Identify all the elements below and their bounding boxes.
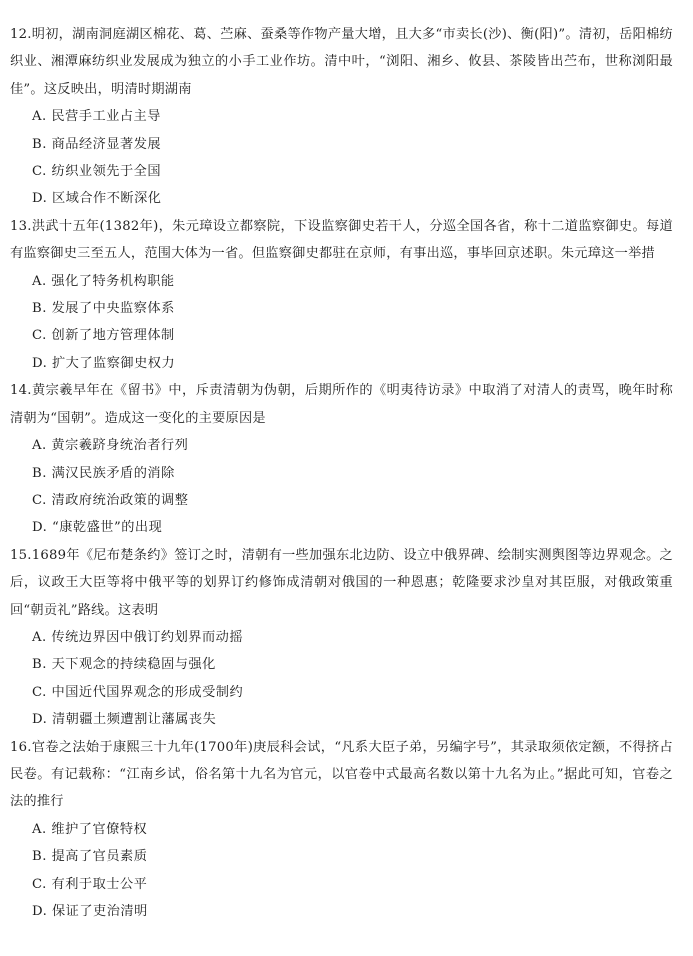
answer-options (10, 432, 673, 542)
question-stem (10, 377, 673, 432)
option-c[interactable]: C. 中国近代国界观念的形成受制约 (32, 684, 244, 700)
question-stem (10, 734, 673, 816)
option-b[interactable]: B. 天下观念的持续稳固与强化 (32, 657, 216, 673)
option-d[interactable]: D. 清朝疆土频遭割让藩属丧失 (32, 712, 217, 728)
option-c[interactable]: C. 有利于取士公平 (32, 876, 148, 892)
question-text: 洪武十五年(1382年)，朱元璋设立都察院，下设监察御史若干人，分巡全国各省，称十二道监察御史。每道有监察御史三至五人，范围大体为一省。但监察御史都驻在京师，有事出巡，事毕回京述职。朱元璋这一举措 (10, 218, 673, 262)
option-c[interactable]: C. 创新了地方管理体制 (32, 328, 175, 344)
question-number: 12. (10, 27, 32, 42)
question-text: 黄宗羲早年在《留书》中，斥责清朝为伪朝，后期所作的《明夷待访录》中取消了对清人的责骂，晚年时称清朝为“国朝”。造成这一变化的主要原因是 (10, 383, 673, 426)
option-d[interactable]: D. 区域合作不断深化 (32, 191, 162, 207)
option-d[interactable]: D. 保证了吏治清明 (32, 904, 148, 919)
option-a[interactable]: A. 传统边界因中俄订约划界而动摇 (32, 629, 244, 645)
question-12 (10, 21, 673, 213)
question-16 (10, 734, 673, 926)
option-a[interactable]: A. 黄宗羲跻身统治者行列 (32, 438, 189, 454)
option-b[interactable]: B. 发展了中央监察体系 (32, 301, 175, 317)
question-text: 明初，湖南洞庭湖区棉花、葛、苎麻、蚕桑等作物产量大增，且大多“市卖长(沙)、衡(阳)”。清初，岳阳棉纺织业、湘潭麻纺织业发展成为独立的小手工业作坊。清中叶，“浏阳、湘乡、攸县、茶陵皆出苎布，世称浏阳最佳”。这反映出，明清时期湖南 (10, 27, 673, 97)
option-b[interactable]: B. 商品经济显著发展 (32, 136, 162, 152)
question-stem (10, 21, 673, 103)
option-b[interactable]: B. 提高了官员素质 (32, 849, 148, 865)
option-a[interactable]: A. 强化了特务机构职能 (32, 273, 175, 289)
question-number: 16. (10, 739, 32, 755)
question-14 (10, 377, 673, 541)
question-number: 15. (10, 547, 32, 563)
option-a[interactable]: A. 维护了官僚特权 (32, 821, 148, 837)
answer-options (10, 816, 673, 926)
question-number: 13. (10, 218, 32, 234)
question-15 (10, 542, 673, 734)
option-b[interactable]: B. 满汉民族矛盾的消除 (32, 465, 175, 481)
answer-options (10, 268, 673, 378)
question-13 (10, 213, 673, 377)
question-number: 14. (10, 383, 32, 399)
option-d[interactable]: D. “康乾盛世”的出现 (32, 520, 163, 536)
question-stem (10, 213, 673, 268)
answer-options (10, 624, 673, 734)
answer-options (10, 103, 673, 213)
option-d[interactable]: D. 扩大了监察御史权力 (32, 355, 176, 371)
option-c[interactable]: C. 纺织业领先于全国 (32, 164, 162, 180)
option-a[interactable]: A. 民营手工业占主导 (32, 109, 161, 125)
question-text: 官卷之法始于康熙三十九年(1700年)庚辰科会试，“凡系大臣子弟，另编字号”，其录取须依定额，不得挤占民卷。有记载称：“江南乡试，俗名第十九名为官元，以官卷中式最高名数以第十九名为止。”据此可知，官卷之法的推行 (10, 739, 673, 810)
option-c[interactable]: C. 清政府统治政策的调整 (32, 492, 189, 508)
question-stem (10, 542, 673, 624)
question-text: 1689年《尼布楚条约》签订之时，清朝有一些加强东北边防、设立中俄界碑、绘制实测舆图等边界观念。之后，议政王大臣等将中俄平等的划界订约修饰成清朝对俄国的一种恩惠；乾隆要求沙皇对其臣服，对俄政策重回“朝贡礼”路线。这表明 (10, 547, 673, 618)
